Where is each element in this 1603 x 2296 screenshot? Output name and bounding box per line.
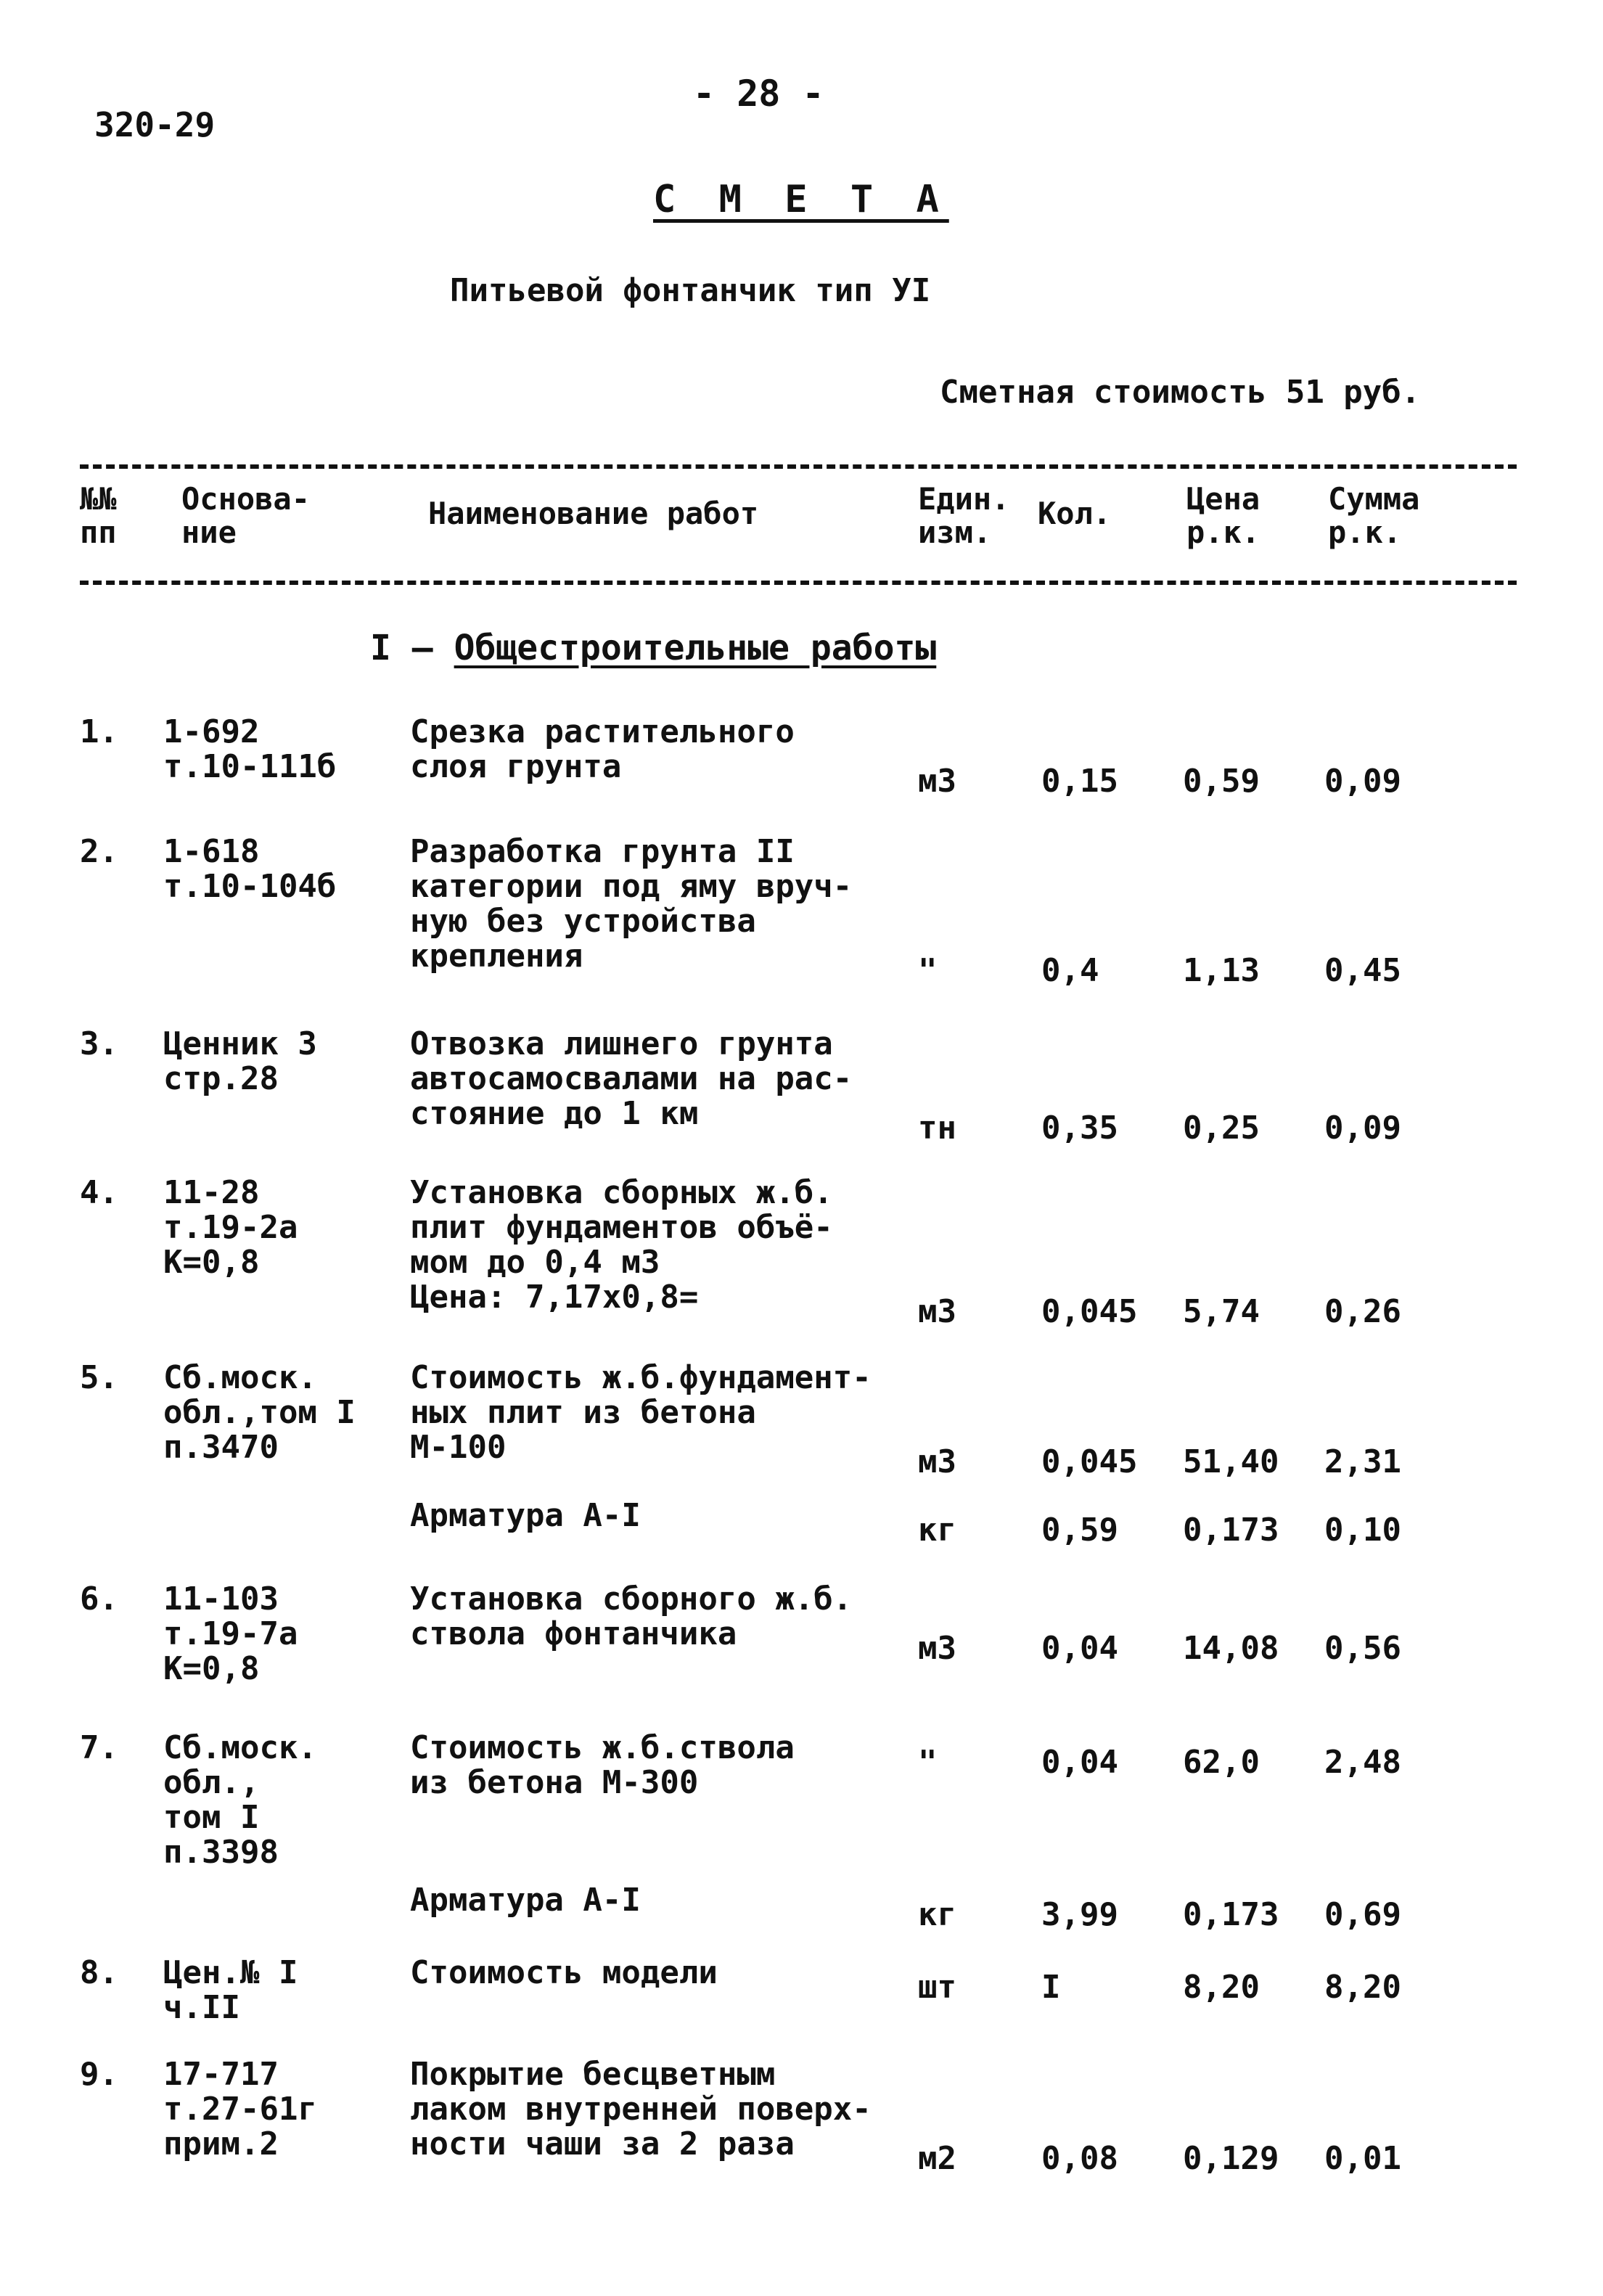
cell-unit: м3 <box>918 763 956 800</box>
cell-price: 51,40 <box>1183 1443 1279 1480</box>
cell-num: 9. <box>80 2056 118 2093</box>
cell-qty: 0,04 <box>1041 1744 1118 1781</box>
cell-price: 0,173 <box>1183 1512 1279 1549</box>
cell-unit: м2 <box>918 2140 956 2177</box>
cell-qty: I <box>1041 1969 1061 2006</box>
cell-num: 5. <box>80 1359 118 1396</box>
cell-name: Стоимость ж.б.ствола из бетона М-300 <box>410 1729 795 1801</box>
cell-unit: кг <box>918 1896 956 1933</box>
cell-basis: Цен.№ I ч.II <box>163 1954 298 2026</box>
cell-unit: тн <box>918 1110 956 1147</box>
col-header-unit: Един. изм. <box>918 481 1010 550</box>
cell-name: Покрытие бесцветным лаком внутренней поверх- ности чаши за 2 раза <box>410 2056 872 2162</box>
cell-name: Арматура А-I <box>410 1497 641 1534</box>
document-title: С М Е Т А <box>653 178 949 221</box>
cell-qty: 3,99 <box>1041 1896 1118 1933</box>
cell-unit: кг <box>918 1512 956 1549</box>
cell-num: 6. <box>80 1580 118 1618</box>
cell-name: Стоимость ж.б.фундамент- ных плит из бетона М-100 <box>410 1359 872 1466</box>
cell-price: 0,173 <box>1183 1896 1279 1933</box>
cell-basis: Сб.моск. обл., том I п.3398 <box>163 1729 317 1871</box>
col-header-num: №№ пп <box>80 481 117 550</box>
col-header-basis: Основа- ние <box>181 481 311 550</box>
cell-qty: 0,35 <box>1041 1110 1118 1147</box>
col-header-name: Наименование работ <box>428 496 759 531</box>
cell-num: 1. <box>80 713 118 750</box>
estimated-cost: Сметная стоимость 51 руб. <box>940 374 1421 411</box>
cell-unit: м3 <box>918 1630 956 1667</box>
cell-num: 2. <box>80 833 118 870</box>
cell-sum: 0,09 <box>1324 1110 1401 1147</box>
cell-price: 8,20 <box>1183 1969 1260 2006</box>
cell-num: 7. <box>80 1729 118 1766</box>
col-header-qty: Кол. <box>1038 496 1112 531</box>
cell-name: Установка сборных ж.б. плит фундаментов объё- мом до 0,4 м3 Цена: 7,17х0,8= <box>410 1174 833 1316</box>
cell-num: 3. <box>80 1025 118 1062</box>
col-header-price: Цена р.к. <box>1186 481 1260 550</box>
cell-price: 5,74 <box>1183 1293 1260 1330</box>
section-heading <box>370 628 936 668</box>
cell-name: Срезка растительного слоя грунта <box>410 713 795 785</box>
cell-sum: 2,48 <box>1324 1744 1401 1781</box>
cell-name: Арматура А-I <box>410 1882 641 1919</box>
cell-qty: 0,04 <box>1041 1630 1118 1667</box>
cell-name: Отвозка лишнего грунта автосамосвалами на рас- стояние до 1 км <box>410 1025 853 1132</box>
cell-basis: 1-692 т.10-111б <box>163 713 337 785</box>
col-header-sum: Сумма р.к. <box>1328 481 1420 550</box>
cell-name: Разработка грунта II категории под яму вруч- ную без устройства крепления <box>410 833 853 975</box>
cell-basis: 11-103 т.19-7а К=0,8 <box>163 1580 298 1687</box>
cell-basis: 1-618 т.10-104б <box>163 833 337 905</box>
cell-sum: 0,45 <box>1324 952 1401 989</box>
cell-num: 4. <box>80 1174 118 1211</box>
cell-unit: шт <box>918 1969 956 2006</box>
cell-unit: " <box>918 952 938 989</box>
section-prefix: I – <box>370 628 433 668</box>
cell-price: 1,13 <box>1183 952 1260 989</box>
cell-sum: 8,20 <box>1324 1969 1401 2006</box>
header-top-divider <box>80 464 1517 469</box>
cell-price: 0,59 <box>1183 763 1260 800</box>
cell-name: Стоимость модели <box>410 1954 718 1991</box>
cell-sum: 0,69 <box>1324 1896 1401 1933</box>
cell-price: 0,129 <box>1183 2140 1279 2177</box>
section-title: Общестроительные работы <box>454 628 937 668</box>
cell-basis: Ценник 3 стр.28 <box>163 1025 317 1097</box>
cell-unit: " <box>918 1744 938 1781</box>
cell-sum: 0,01 <box>1324 2140 1401 2177</box>
cell-qty: 0,4 <box>1041 952 1099 989</box>
cell-qty: 0,15 <box>1041 763 1118 800</box>
cell-qty: 0,08 <box>1041 2140 1118 2177</box>
header-bottom-divider <box>80 581 1517 585</box>
cell-sum: 0,10 <box>1324 1512 1401 1549</box>
cell-name: Установка сборного ж.б. ствола фонтанчика <box>410 1580 853 1652</box>
document-code: 320-29 <box>94 105 216 144</box>
cell-basis: Сб.моск. обл.,том I п.3470 <box>163 1359 356 1466</box>
cell-price: 14,08 <box>1183 1630 1279 1667</box>
cell-price: 0,25 <box>1183 1110 1260 1147</box>
document-subtitle: Питьевой фонтанчик тип УI <box>450 272 931 309</box>
cell-sum: 0,56 <box>1324 1630 1401 1667</box>
cell-qty: 0,045 <box>1041 1443 1138 1480</box>
cell-unit: м3 <box>918 1293 956 1330</box>
cell-sum: 0,26 <box>1324 1293 1401 1330</box>
cell-num: 8. <box>80 1954 118 1991</box>
page-number: - 28 - <box>693 73 824 115</box>
cell-basis: 17-717 т.27-61г прим.2 <box>163 2056 317 2162</box>
cell-qty: 0,045 <box>1041 1293 1138 1330</box>
cell-qty: 0,59 <box>1041 1512 1118 1549</box>
cell-basis: 11-28 т.19-2а К=0,8 <box>163 1174 298 1281</box>
cell-unit: м3 <box>918 1443 956 1480</box>
cell-sum: 2,31 <box>1324 1443 1401 1480</box>
cell-sum: 0,09 <box>1324 763 1401 800</box>
cell-price: 62,0 <box>1183 1744 1260 1781</box>
